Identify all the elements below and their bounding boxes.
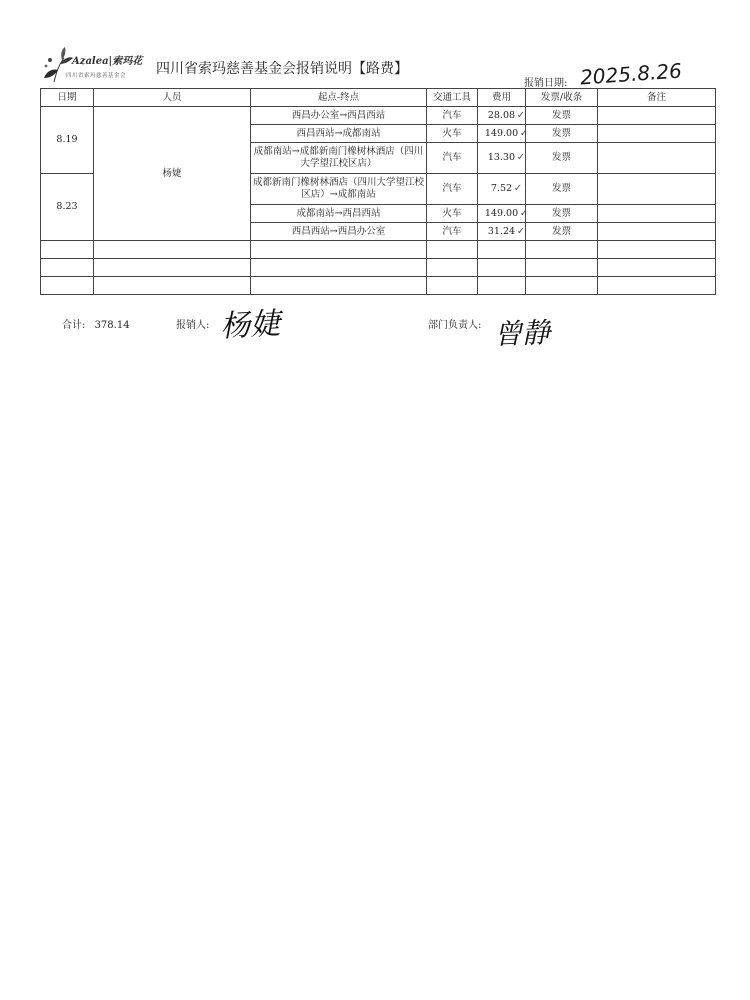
claimant-label: 报销人:: [176, 320, 210, 331]
foundation-logo: [40, 46, 150, 86]
receipt-cell: 发票: [526, 174, 598, 205]
dept-head-label: 部门负责人:: [428, 320, 482, 331]
amount-cell: [478, 174, 526, 205]
logo-name: Azalea|索玛花: [72, 56, 143, 67]
route-cell: 西昌西站→西昌办公室: [251, 223, 427, 241]
check-mark-icon: ✓: [513, 183, 523, 194]
check-mark-icon: ✓: [519, 127, 529, 139]
form-title: 四川省索玛慈善基金会报销说明【路费】: [156, 61, 408, 77]
vehicle-cell: 汽车: [427, 107, 478, 125]
amount-value: 149.00: [484, 127, 519, 139]
date-cell: 8.23: [41, 174, 94, 241]
receipt-cell: 发票: [526, 223, 598, 241]
vehicle-cell: 汽车: [427, 174, 478, 205]
note-cell: [598, 174, 716, 205]
vehicle-cell: 火车: [427, 125, 478, 143]
empty-row: [41, 259, 716, 277]
logo-subtitle: 四川省索玛慈善基金会: [66, 73, 127, 79]
vehicle-cell: 汽车: [427, 143, 478, 174]
amount-value: 13.30: [487, 152, 516, 163]
vehicle-cell: 火车: [427, 205, 478, 223]
header-receipt: 发票/收条: [526, 89, 598, 107]
amount-cell: [478, 107, 526, 125]
route-cell: 成都南站→西昌西站: [251, 205, 427, 223]
route-cell: 西昌办公室→西昌西站: [251, 107, 427, 125]
reimbursement-date-handwritten: 2025.8.26: [579, 58, 683, 90]
header-note: 备注: [598, 89, 716, 107]
vehicle-cell: 汽车: [427, 223, 478, 241]
table-row: [41, 107, 716, 125]
date-cell: 8.19: [41, 107, 94, 174]
table-header-row: [41, 89, 716, 107]
receipt-cell: 发票: [526, 143, 598, 174]
reimbursement-date-label: 报销日期:: [524, 78, 568, 89]
amount-cell: [478, 143, 526, 174]
route-cell: 成都新南门橡树林酒店（四川大学望江校区店）→成都南站: [251, 174, 427, 205]
note-cell: [598, 223, 716, 241]
check-mark-icon: ✓: [516, 109, 526, 121]
dept-head-signature: 曾静: [493, 316, 551, 351]
amount-value: 28.08: [487, 109, 516, 121]
claimant-signature: 杨婕: [219, 306, 282, 345]
total-value: 378.14: [94, 320, 130, 331]
check-mark-icon: ✓: [519, 207, 529, 219]
note-cell: [598, 125, 716, 143]
header-vehicle: 交通工具: [427, 89, 478, 107]
receipt-cell: 发票: [526, 125, 598, 143]
empty-row: [41, 277, 716, 295]
amount-cell: [478, 125, 529, 143]
expense-table: [40, 88, 716, 295]
header-amount: 费用: [478, 89, 526, 107]
note-cell: [598, 143, 716, 174]
receipt-cell: 发票: [526, 205, 598, 223]
person-cell: 杨婕: [94, 107, 251, 241]
total: [62, 316, 130, 331]
amount-cell: [478, 223, 526, 241]
amount-value: 31.24: [487, 225, 516, 237]
azalea-flower-icon: [40, 46, 74, 86]
header-date: 日期: [41, 89, 94, 107]
empty-row: [41, 241, 716, 259]
amount-cell: [478, 205, 529, 223]
route-cell: 成都南站→成都新南门橡树林酒店（四川大学望江校区店）: [251, 143, 427, 174]
header-person: 人员: [94, 89, 251, 107]
note-cell: [598, 205, 716, 223]
total-label: 合计:: [62, 320, 86, 331]
check-mark-icon: ✓: [516, 152, 526, 163]
receipt-cell: 发票: [526, 107, 598, 125]
route-cell: 西昌西站→成都南站: [251, 125, 427, 143]
note-cell: [598, 107, 716, 125]
header-route: 起点-终点: [251, 89, 427, 107]
check-mark-icon: ✓: [516, 225, 526, 237]
amount-value: 7.52: [490, 183, 513, 194]
amount-value: 149.00: [484, 207, 519, 219]
